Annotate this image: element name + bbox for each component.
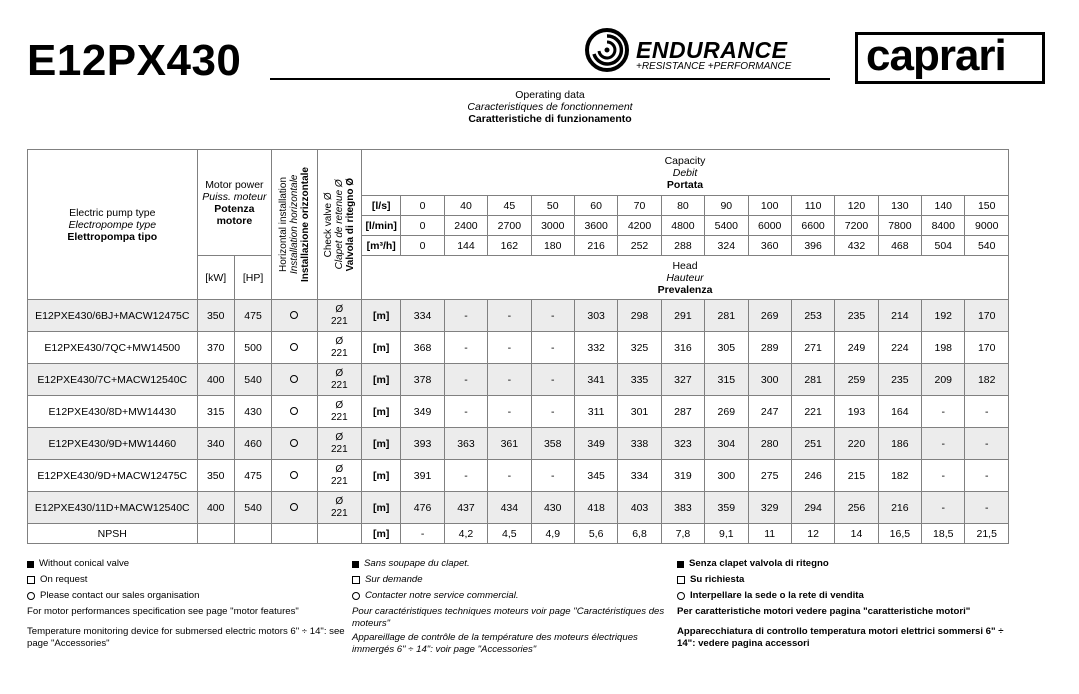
capacity-cell: 140 [922,196,965,216]
capacity-cell: 3600 [574,216,617,236]
valve-size: 221 [330,379,348,391]
head-cell: 403 [618,492,661,524]
operating-it: Caratteristiche di funzionamento [468,113,632,125]
head-cell: 235 [878,364,921,396]
valve-cell [317,492,361,524]
endurance-wordmark: ENDURANCE [636,37,788,63]
circle-icon [352,592,360,600]
caprari-wordmark: caprari [866,31,1006,80]
head-cell: 164 [878,396,921,428]
capacity-cell: 6000 [748,216,791,236]
head-header: Head Hauteur Prevalenza [362,256,1009,300]
head-cell: 294 [791,492,834,524]
head-cell: 215 [835,460,878,492]
head-cell: 418 [574,492,617,524]
head-cell: 247 [748,396,791,428]
head-cell: 221 [791,396,834,428]
capacity-cell: 90 [705,196,748,216]
npsh-cell: 18,5 [922,524,965,544]
capacity-cell: 540 [965,236,1009,256]
circle-icon [290,407,298,415]
head-cell: 300 [705,460,748,492]
capacity-cell: 396 [791,236,834,256]
capacity-cell: 120 [835,196,878,216]
capacity-cell: 144 [444,236,487,256]
hp-cell: 475 [234,460,271,492]
npsh-cell: 9,1 [705,524,748,544]
valve-cell [317,460,361,492]
npsh-cell: 16,5 [878,524,921,544]
capacity-cell: 5400 [705,216,748,236]
head-unit: [m] [362,364,401,396]
empty-square-icon [27,576,35,584]
diameter-symbol: Ø [335,335,344,347]
npsh-cell: 5,6 [574,524,617,544]
head-cell: - [488,332,531,364]
operating-fr: Caracteristiques de fonctionnement [467,101,633,113]
horizontal-cell [272,364,317,396]
head-cell: - [531,332,574,364]
head-cell: 214 [878,300,921,332]
horizontal-cell [272,428,317,460]
head-cell: 359 [705,492,748,524]
npsh-cell: 14 [835,524,878,544]
diameter-symbol: Ø [335,495,344,507]
circle-icon [290,343,298,351]
notes-en: Without conical valve On request Please contact our sales organisation For motor performances specification see page "motor features" Temperature monitoring device for submersed electric motors 6" ÷ 14": see page "Accessories" [27,558,345,649]
unit-lmin: [l/min] [362,216,401,236]
pump-type-cell: E12PXE430/6BJ+MACW12475C [28,300,198,332]
operating-data-table [27,149,1009,544]
npsh-cell: 4,2 [444,524,487,544]
head-cell: 275 [748,460,791,492]
kw-cell: 370 [197,332,234,364]
unit-ls: [l/s] [362,196,401,216]
head-cell: 170 [965,300,1009,332]
endurance-tagline: +RESISTANCE +PERFORMANCE [636,61,792,72]
kw-cell: 340 [197,428,234,460]
head-unit: [m] [362,428,401,460]
notes-fr: Sans soupape du clapet. Sur demande Contacter notre service commercial. Pour caractéristiques techniques moteurs voir page "Caractéristiques des moteurs" Appareillage de contrôle de la température des moteurs électriques immergés 6" ÷ 14": voir page "Accessories" [352,558,665,655]
head-cell: 345 [574,460,617,492]
head-cell: - [922,460,965,492]
head-cell: 476 [401,492,444,524]
capacity-cell: 4200 [618,216,661,236]
head-cell: 235 [835,300,878,332]
title-underline [270,78,830,80]
head-cell: 253 [791,300,834,332]
caprari-logo [855,32,1045,84]
capacity-cell: 504 [922,236,965,256]
horizontal-cell [272,300,317,332]
empty-square-icon [352,576,360,584]
hp-cell: 475 [234,300,271,332]
capacity-cell: 324 [705,236,748,256]
motor-power-header: Motor power Puiss. moteur Potenza motore [197,150,272,256]
kw-cell: 315 [197,396,234,428]
head-unit: [m] [362,332,401,364]
head-cell: 323 [661,428,704,460]
circle-icon [290,503,298,511]
npsh-cell: 21,5 [965,524,1009,544]
hp-cell: 430 [234,396,271,428]
capacity-cell: 40 [444,196,487,216]
diameter-symbol: Ø [335,367,344,379]
circle-icon [27,592,35,600]
diameter-symbol: Ø [335,303,344,315]
notes-it: Senza clapet valvola di ritegno Su richiesta Interpellare la sede o la rete di vendita Per caratteristiche motori vedere pagina "caratteristiche motori" Apparecchiatura di controllo temperatura motori elettrici sommersi 6" ÷ 14": vedere pagina accessori [677,558,1004,649]
head-cell: 280 [748,428,791,460]
npsh-unit: [m] [362,524,401,544]
head-cell: 327 [661,364,704,396]
capacity-cell: 130 [878,196,921,216]
capacity-cell: 150 [965,196,1009,216]
head-cell: 325 [618,332,661,364]
head-cell: 259 [835,364,878,396]
head-cell: - [531,396,574,428]
head-cell: - [531,460,574,492]
hp-cell: 540 [234,364,271,396]
npsh-cell: 4,5 [488,524,531,544]
table-row [28,332,1009,364]
table-row [28,300,1009,332]
head-cell: 363 [444,428,487,460]
head-cell: - [488,396,531,428]
pump-type-cell: E12PXE430/7QC+MW14500 [28,332,198,364]
head-cell: 319 [661,460,704,492]
pump-type-cell: E12PXE430/7C+MACW12540C [28,364,198,396]
filled-square-icon [27,561,34,568]
npsh-cell: 7,8 [661,524,704,544]
capacity-cell: 7800 [878,216,921,236]
hp-cell: 500 [234,332,271,364]
pump-type-header: Electric pump type Electropompe type Elettropompa tipo [28,150,198,300]
capacity-cell: 70 [618,196,661,216]
capacity-cell: 252 [618,236,661,256]
head-unit: [m] [362,396,401,428]
head-cell: 315 [705,364,748,396]
head-cell: 170 [965,332,1009,364]
head-cell: 349 [401,396,444,428]
capacity-cell: 45 [488,196,531,216]
head-unit: [m] [362,460,401,492]
head-cell: 281 [791,364,834,396]
check-valve-header: Check valve Ø Clapet de retenue Ø Valvola di ritegno Ø [317,150,361,300]
capacity-cell: 2400 [444,216,487,236]
capacity-cell: 110 [791,196,834,216]
capacity-cell: 180 [531,236,574,256]
head-cell: 298 [618,300,661,332]
capacity-cell: 432 [835,236,878,256]
capacity-cell: 50 [531,196,574,216]
spiral-icon [584,27,630,73]
capacity-cell: 0 [401,216,444,236]
head-cell: 391 [401,460,444,492]
valve-cell [317,332,361,364]
head-cell: 269 [705,396,748,428]
page-title: E12PX430 [27,36,242,85]
head-cell: 291 [661,300,704,332]
circle-icon [677,592,685,600]
head-cell: 198 [922,332,965,364]
kw-cell: 400 [197,364,234,396]
hp-cell: 460 [234,428,271,460]
head-cell: - [965,396,1009,428]
head-cell: - [444,332,487,364]
head-cell: - [488,364,531,396]
head-cell: - [488,300,531,332]
npsh-cell: 12 [791,524,834,544]
kw-header: [kW] [197,256,234,300]
head-cell: 304 [705,428,748,460]
horizontal-cell [272,332,317,364]
head-cell: 224 [878,332,921,364]
head-cell: 303 [574,300,617,332]
valve-size: 221 [330,347,348,359]
pump-type-cell: E12PXE430/9D+MACW12475C [28,460,198,492]
head-cell: - [444,300,487,332]
head-cell: 334 [401,300,444,332]
head-cell: 256 [835,492,878,524]
hp-header: [HP] [234,256,271,300]
valve-cell [317,428,361,460]
circle-icon [290,311,298,319]
head-cell: 316 [661,332,704,364]
head-cell: 271 [791,332,834,364]
capacity-cell: 100 [748,196,791,216]
head-cell: - [922,492,965,524]
head-cell: 301 [618,396,661,428]
table-row [28,460,1009,492]
head-cell: 368 [401,332,444,364]
circle-icon [290,471,298,479]
capacity-header: Capacity Debit Portata [362,150,1009,196]
head-cell: 281 [705,300,748,332]
head-cell: 300 [748,364,791,396]
head-cell: 192 [922,300,965,332]
capacity-cell: 60 [574,196,617,216]
capacity-cell: 0 [401,236,444,256]
horizontal-cell [272,460,317,492]
kw-cell: 350 [197,460,234,492]
npsh-cell: 6,8 [618,524,661,544]
head-cell: 332 [574,332,617,364]
head-cell: 329 [748,492,791,524]
diameter-symbol: Ø [335,399,344,411]
capacity-cell: 2700 [488,216,531,236]
head-cell: - [922,396,965,428]
endurance-logo [584,26,830,74]
head-cell: 287 [661,396,704,428]
head-cell: 383 [661,492,704,524]
head-cell: 246 [791,460,834,492]
empty-square-icon [677,576,685,584]
filled-square-icon [352,561,359,568]
head-cell: - [531,364,574,396]
head-cell: 341 [574,364,617,396]
head-cell: 437 [444,492,487,524]
horizontal-installation-header: Horizontal installation Installation horizontale Installazione orizzontale [272,150,317,300]
head-cell: 430 [531,492,574,524]
head-cell: 289 [748,332,791,364]
horizontal-cell [272,396,317,428]
pump-type-cell: E12PXE430/9D+MW14460 [28,428,198,460]
kw-cell: 400 [197,492,234,524]
diameter-symbol: Ø [335,463,344,475]
capacity-cell: 6600 [791,216,834,236]
head-cell: - [965,428,1009,460]
head-cell: - [444,396,487,428]
npsh-cell: - [401,524,444,544]
head-cell: 182 [965,364,1009,396]
filled-square-icon [677,561,684,568]
head-cell: - [488,460,531,492]
capacity-cell: 3000 [531,216,574,236]
head-unit: [m] [362,492,401,524]
head-cell: 220 [835,428,878,460]
circle-icon [290,439,298,447]
head-cell: - [922,428,965,460]
capacity-cell: 4800 [661,216,704,236]
valve-size: 221 [330,443,348,455]
capacity-cell: 8400 [922,216,965,236]
npsh-row [28,524,1009,544]
head-cell: 361 [488,428,531,460]
head-cell: 251 [791,428,834,460]
head-cell: 193 [835,396,878,428]
valve-size: 221 [330,315,348,327]
head-cell: 358 [531,428,574,460]
capacity-cell: 0 [401,196,444,216]
head-cell: - [965,460,1009,492]
npsh-cell: 11 [748,524,791,544]
head-cell: 209 [922,364,965,396]
head-cell: 338 [618,428,661,460]
head-cell: - [444,364,487,396]
capacity-cell: 80 [661,196,704,216]
head-cell: 349 [574,428,617,460]
valve-cell [317,396,361,428]
table-row [28,428,1009,460]
head-cell: 434 [488,492,531,524]
head-cell: 249 [835,332,878,364]
pump-type-cell: E12PXE430/11D+MACW12540C [28,492,198,524]
npsh-label: NPSH [28,524,198,544]
diameter-symbol: Ø [335,431,344,443]
head-cell: - [965,492,1009,524]
valve-size: 221 [330,507,348,519]
head-unit: [m] [362,300,401,332]
valve-cell [317,364,361,396]
npsh-cell: 4,9 [531,524,574,544]
head-cell: 378 [401,364,444,396]
head-cell: - [444,460,487,492]
capacity-cell: 360 [748,236,791,256]
head-cell: 269 [748,300,791,332]
capacity-cell: 468 [878,236,921,256]
hp-cell: 540 [234,492,271,524]
kw-cell: 350 [197,300,234,332]
horizontal-cell [272,492,317,524]
table-row [28,492,1009,524]
table-row [28,364,1009,396]
capacity-cell: 288 [661,236,704,256]
unit-m3h: [m³/h] [362,236,401,256]
capacity-cell: 162 [488,236,531,256]
head-cell: 393 [401,428,444,460]
head-cell: 216 [878,492,921,524]
capacity-cell: 216 [574,236,617,256]
head-cell: 305 [705,332,748,364]
valve-cell [317,300,361,332]
head-cell: 186 [878,428,921,460]
head-cell: 182 [878,460,921,492]
operating-en: Operating data [515,89,585,101]
capacity-cell: 9000 [965,216,1009,236]
valve-size: 221 [330,475,348,487]
capacity-cell: 7200 [835,216,878,236]
head-cell: 311 [574,396,617,428]
valve-size: 221 [330,411,348,423]
head-cell: - [531,300,574,332]
table-row [28,396,1009,428]
circle-icon [290,375,298,383]
head-cell: 335 [618,364,661,396]
operating-data-heading [380,89,720,125]
head-cell: 334 [618,460,661,492]
pump-type-cell: E12PXE430/8D+MW14430 [28,396,198,428]
